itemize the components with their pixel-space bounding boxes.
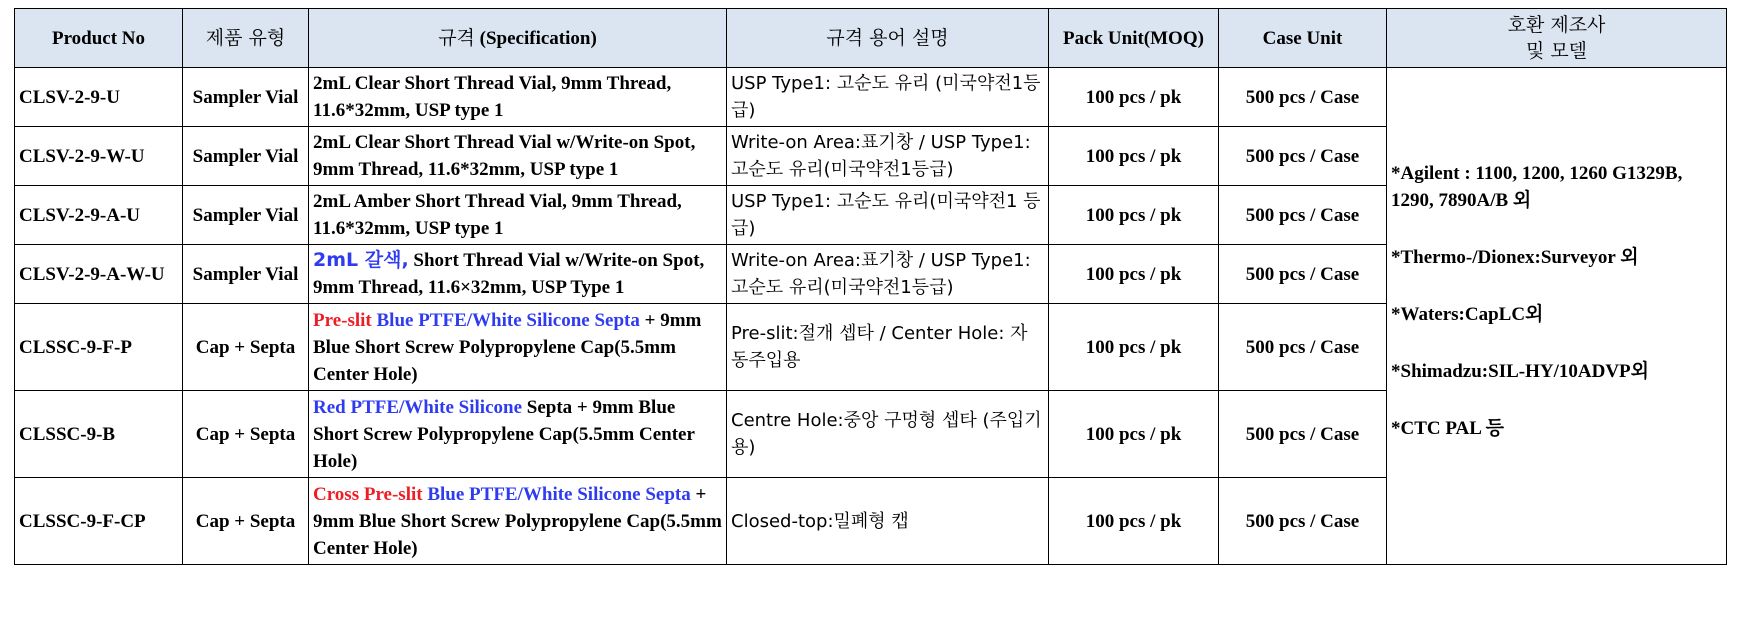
- compat-ctc: *CTC PAL 등: [1391, 418, 1505, 439]
- compat-thermo: *Thermo-/Dionex:Surveyor 외: [1391, 247, 1639, 268]
- spec-color-text: 2mL 갈색,: [313, 249, 409, 271]
- compat-waters: *Waters:CapLC외: [1391, 304, 1544, 325]
- header-desc: 규격 용어 설명: [727, 9, 1049, 68]
- desc-cell: Write-on Area:표기창 / USP Type1: 고순도 유리(미국약전1등급): [727, 127, 1049, 186]
- desc-cell: Write-on Area:표기창 / USP Type1: 고순도 유리(미국약전1등급): [727, 245, 1049, 304]
- desc-cell: USP Type1: 고순도 유리(미국약전1 등급): [727, 186, 1049, 245]
- header-pack: Pack Unit(MOQ): [1049, 9, 1219, 68]
- header-spec: [309, 9, 727, 68]
- pack-cell: 100 pcs / pk: [1049, 478, 1219, 565]
- header-product-no: Product No: [15, 9, 183, 68]
- product-no-cell: CLSV-2-9-W-U: [15, 127, 183, 186]
- header-compat-line1: 호환 제조사: [1507, 14, 1606, 36]
- spec-cell: [309, 478, 727, 565]
- spec-cell: 2mL Clear Short Thread Vial, 9mm Thread, 11.6*32mm, USP type 1: [309, 68, 727, 127]
- header-case: Case Unit: [1219, 9, 1387, 68]
- case-cell: 500 pcs / Case: [1219, 478, 1387, 565]
- product-no-cell: CLSSC-9-F-CP: [15, 478, 183, 565]
- product-no-cell: CLSV-2-9-U: [15, 68, 183, 127]
- spec-cell: [309, 391, 727, 478]
- spec-red-text: Pre-slit: [313, 309, 372, 331]
- spec-blue-text: Red PTFE/White Silicone: [313, 396, 522, 418]
- spec-cell: [309, 304, 727, 391]
- spec-blue-text: Blue PTFE/White Silicone Septa: [371, 309, 640, 331]
- table-header-row: [15, 9, 1727, 68]
- product-spec-table: [14, 8, 1727, 565]
- type-cell: Cap + Septa: [183, 478, 309, 565]
- header-compat-line2: 및 모델: [1525, 40, 1588, 62]
- header-spec-en: (Specification): [479, 27, 597, 49]
- header-compat: [1387, 9, 1727, 68]
- pack-cell: 100 pcs / pk: [1049, 304, 1219, 391]
- desc-cell: USP Type1: 고순도 유리 (미국약전1등급): [727, 68, 1049, 127]
- spec-blue-text: Blue PTFE/White Silicone Septa: [422, 483, 691, 505]
- compat-agilent: *Agilent : 1100, 1200, 1260 G1329B, 1290, 7890A/B 외: [1391, 163, 1683, 211]
- pack-cell: 100 pcs / pk: [1049, 245, 1219, 304]
- spec-red-text: Cross Pre-slit: [313, 483, 423, 505]
- case-cell: 500 pcs / Case: [1219, 68, 1387, 127]
- desc-cell: Closed-top:밀폐형 캡: [727, 478, 1049, 565]
- pack-cell: 100 pcs / pk: [1049, 127, 1219, 186]
- case-cell: 500 pcs / Case: [1219, 186, 1387, 245]
- pack-cell: 100 pcs / pk: [1049, 68, 1219, 127]
- desc-cell: Centre Hole:중앙 구멍형 셉타 (주입기용): [727, 391, 1049, 478]
- spec-cell: 2mL Clear Short Thread Vial w/Write-on Spot, 9mm Thread, 11.6*32mm, USP type 1: [309, 127, 727, 186]
- product-no-cell: CLSSC-9-F-P: [15, 304, 183, 391]
- case-cell: 500 pcs / Case: [1219, 304, 1387, 391]
- compat-shimadzu: *Shimadzu:SIL-HY/10ADVP외: [1391, 361, 1649, 382]
- type-cell: Sampler Vial: [183, 127, 309, 186]
- table-row: [15, 68, 1727, 127]
- pack-cell: 100 pcs / pk: [1049, 186, 1219, 245]
- type-cell: Sampler Vial: [183, 245, 309, 304]
- spec-text: + 9mm Blue Short Screw Polypropylene Cap(5.5mm Center Hole): [313, 483, 722, 559]
- product-no-cell: CLSV-2-9-A-U: [15, 186, 183, 245]
- case-cell: 500 pcs / Case: [1219, 391, 1387, 478]
- header-type: 제품 유형: [183, 9, 309, 68]
- product-no-cell: CLSSC-9-B: [15, 391, 183, 478]
- spec-cell: [309, 245, 727, 304]
- spec-cell: 2mL Amber Short Thread Vial, 9mm Thread, 11.6*32mm, USP type 1: [309, 186, 727, 245]
- desc-cell: Pre-slit:절개 셉타 / Center Hole: 자동주입용: [727, 304, 1049, 391]
- spec-text: Septa + 9mm Blue Short Screw Polypropylene Cap(5.5mm Center Hole): [313, 396, 695, 472]
- spec-text: Short Thread Vial w/Write-on Spot, 9mm Thread, 11.6×32mm, USP Type 1: [313, 250, 705, 298]
- type-cell: Sampler Vial: [183, 68, 309, 127]
- product-no-cell: CLSV-2-9-A-W-U: [15, 245, 183, 304]
- type-cell: Cap + Septa: [183, 391, 309, 478]
- type-cell: Sampler Vial: [183, 186, 309, 245]
- compat-cell: [1387, 68, 1727, 565]
- type-cell: Cap + Septa: [183, 304, 309, 391]
- header-spec-kr: 규격: [438, 26, 475, 49]
- case-cell: 500 pcs / Case: [1219, 245, 1387, 304]
- spec-text: + 9mm Blue Short Screw Polypropylene Cap(5.5mm Center Hole): [313, 309, 702, 385]
- pack-cell: 100 pcs / pk: [1049, 391, 1219, 478]
- case-cell: 500 pcs / Case: [1219, 127, 1387, 186]
